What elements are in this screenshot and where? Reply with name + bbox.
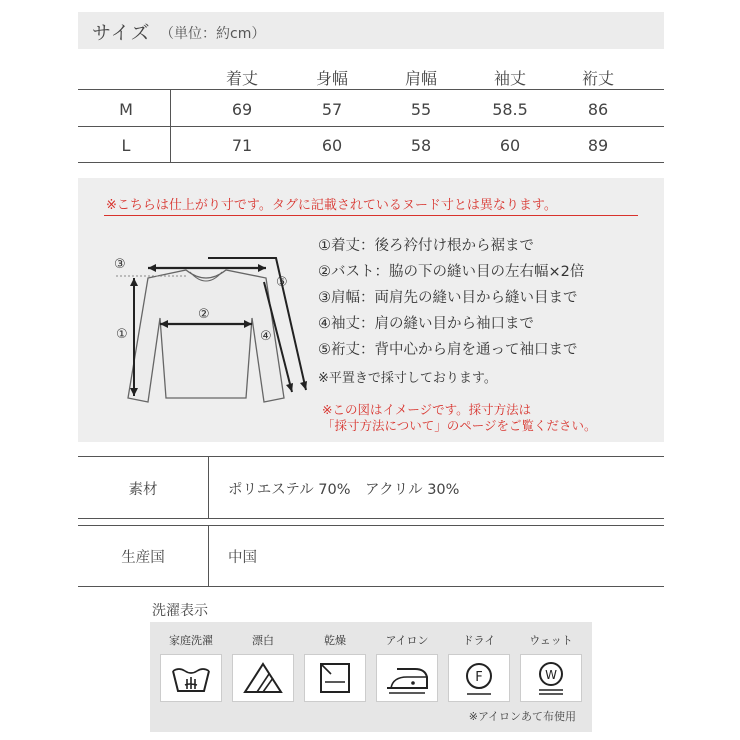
- wash-title: 洗濯表示: [152, 603, 208, 619]
- table-cell: 71: [231, 136, 253, 155]
- wash-item-wet: [520, 622, 582, 702]
- wash-item-dryclean: [448, 622, 510, 702]
- origin-label: 生産国: [121, 550, 165, 566]
- table-line-bottom: [78, 162, 664, 163]
- wash-item-home: [160, 622, 222, 702]
- size-label-m: M: [119, 100, 133, 119]
- origin-value: 中国: [228, 550, 257, 566]
- definition-sleeve: ④袖丈：肩の縫い目から袖口まで: [318, 316, 534, 332]
- image-note-line2: 「採寸方法について」のページをご覧ください。: [322, 418, 597, 433]
- diagram-label-2: ②: [198, 307, 210, 322]
- wash-item-iron: [376, 622, 438, 702]
- flat-measure-note: ※平置きで採寸しております。: [318, 371, 497, 386]
- table-cell: 58: [410, 136, 432, 155]
- wash-label: 漂白: [252, 634, 274, 647]
- table-cell: 57: [321, 100, 343, 119]
- wash-item-dry: [304, 622, 366, 702]
- wash-panel: [150, 622, 592, 732]
- material-divider: [208, 456, 209, 518]
- table-cell: 60: [499, 136, 521, 155]
- table-cell: 55: [410, 100, 432, 119]
- size-unit: （単位：約cm）: [160, 26, 266, 42]
- diagram-label-5: ⑤: [276, 275, 288, 290]
- wet-clean-letter: W: [545, 668, 557, 682]
- image-note-line1: ※この図はイメージです。採寸方法は: [322, 402, 532, 417]
- table-cell: 60: [321, 136, 343, 155]
- table-line-top: [78, 89, 664, 90]
- material-line-bottom: [78, 586, 664, 587]
- size-title-bar: [78, 12, 664, 49]
- iron-low-icon: [376, 654, 438, 702]
- wash-label: 乾燥: [324, 634, 346, 647]
- wash-label: 家庭洗濯: [169, 634, 213, 647]
- warning-underline: [104, 215, 638, 216]
- wet-clean-icon: [520, 654, 582, 702]
- table-cell: 69: [231, 100, 253, 119]
- table-line-mid: [78, 126, 664, 127]
- header-shoulder: 肩幅: [404, 69, 437, 88]
- wash-label: アイロン: [385, 634, 429, 647]
- size-title: サイズ: [92, 22, 151, 44]
- measurement-panel: [78, 178, 664, 442]
- table-cell: 86: [587, 100, 609, 119]
- garment-diagram-icon: [96, 238, 316, 408]
- material-value: ポリエステル 70% アクリル 30%: [228, 482, 460, 498]
- diagram-label-1: ①: [116, 327, 128, 342]
- header-yuki: 裄丈: [581, 69, 614, 88]
- diagram-label-3: ③: [114, 257, 126, 272]
- material-line-mid2: [78, 525, 664, 526]
- material-label: 素材: [128, 482, 158, 498]
- wash-label: ドライ: [462, 634, 496, 647]
- flat-dry-shade-icon: [304, 654, 366, 702]
- header-length: 着丈: [225, 69, 258, 88]
- definition-yuki: ⑤裄丈：背中心から肩を通って袖口まで: [318, 342, 578, 358]
- origin-divider: [208, 525, 209, 586]
- header-sleeve: 袖丈: [493, 69, 526, 88]
- diagram-label-4: ④: [260, 329, 272, 344]
- material-line-mid1: [78, 518, 664, 519]
- iron-cloth-note: ※アイロンあて布使用: [468, 710, 576, 723]
- table-cell: 58.5: [492, 100, 528, 119]
- definition-shoulder: ③肩幅：両肩先の縫い目から縫い目まで: [318, 290, 578, 306]
- definition-length: ①着丈：後ろ衿付け根から裾まで: [318, 238, 534, 254]
- hand-wash-icon: [160, 654, 222, 702]
- table-divider: [170, 89, 171, 162]
- material-line-top: [78, 456, 664, 457]
- dry-clean-f-icon: [448, 654, 510, 702]
- finished-size-warning: ※こちらは仕上がり寸です。タグに記載されているヌード寸とは異なります。: [106, 198, 557, 213]
- size-label-l: L: [121, 136, 131, 155]
- header-width: 身幅: [315, 69, 348, 88]
- wash-item-bleach: [232, 622, 294, 702]
- table-cell: 89: [587, 136, 609, 155]
- wash-label: ウェット: [529, 634, 573, 647]
- definition-bust: ②バスト：脇の下の縫い目の左右幅×2倍: [318, 264, 585, 280]
- no-chlorine-bleach-icon: [232, 654, 294, 702]
- dry-clean-letter: F: [475, 670, 483, 685]
